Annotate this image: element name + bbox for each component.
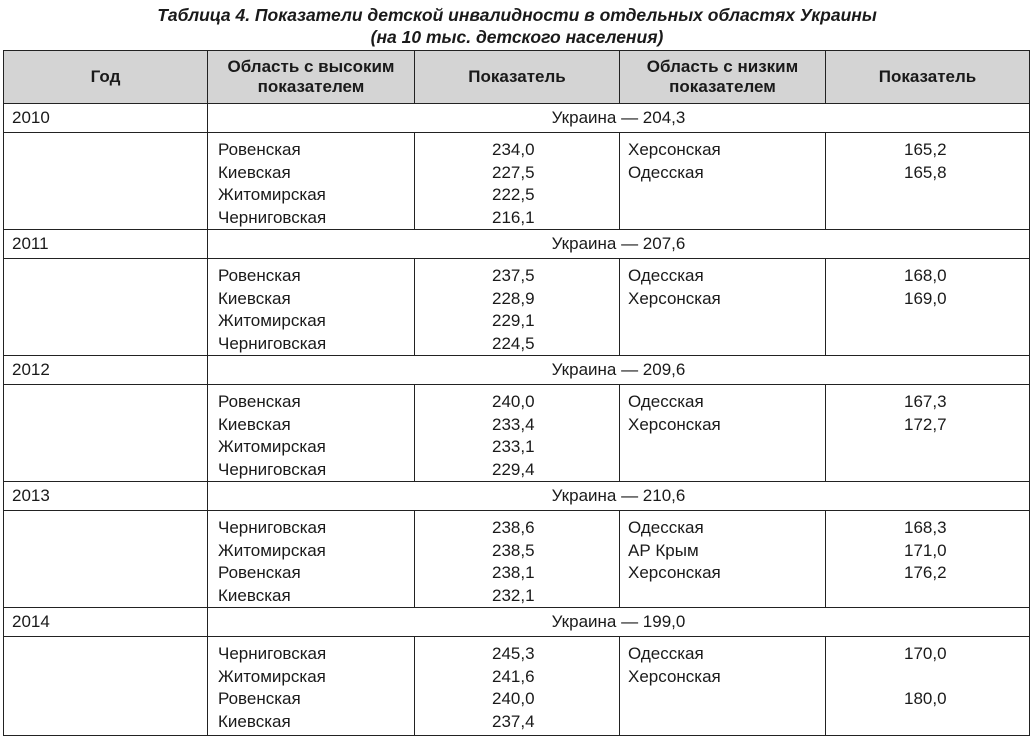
low-value-cell <box>826 511 1030 608</box>
high-value-cell-line: 245,3 <box>492 644 535 663</box>
high-region-cell-line: Киевская <box>218 162 291 182</box>
low-value-cell <box>826 385 1030 482</box>
header-high-region: Область с высоким показателем <box>208 51 415 104</box>
high-value-cell <box>415 133 620 230</box>
high-value-cell-line: 227,5 <box>492 162 535 182</box>
low-value-cell-line: 180,0 <box>904 689 947 708</box>
high-value-cell <box>415 637 620 736</box>
year-row <box>4 230 1030 259</box>
high-value-cell-line: 216,1 <box>492 207 535 227</box>
high-region-cell-line: Житомирская <box>218 540 326 560</box>
header-low-region: Область с низким показателем <box>620 51 826 104</box>
low-value-cell-line <box>904 207 1029 230</box>
low-value-cell-line <box>904 333 1029 356</box>
table-caption <box>0 4 1034 48</box>
high-region-cell-line: Житомирская <box>218 185 326 204</box>
low-value-cell <box>826 133 1030 230</box>
year-row <box>4 482 1030 511</box>
low-value-cell-line: 165,8 <box>904 162 947 182</box>
data-row <box>4 637 1030 736</box>
high-region-cell-line: Черниговская <box>218 644 327 663</box>
high-region-cell-line: Киевская <box>218 585 291 605</box>
high-value-cell-line: 234,0 <box>492 140 535 159</box>
high-region-cell-line: Киевская <box>218 414 291 434</box>
empty-year-cell <box>4 385 208 482</box>
low-region-cell-line <box>628 333 825 356</box>
low-region-cell <box>620 385 826 482</box>
low-value-cell-line: 168,0 <box>904 266 947 285</box>
high-region-cell-line: Черниговская <box>218 459 327 479</box>
year-row <box>4 104 1030 133</box>
high-region-cell <box>208 637 415 736</box>
high-region-cell-line: Ровенская <box>218 140 301 159</box>
high-region-cell-line: Житомирская <box>218 437 326 456</box>
caption-subtitle: (на 10 тыс. детского населения) <box>370 27 664 47</box>
high-region-cell-line: Ровенская <box>218 392 301 411</box>
high-value-cell-line: 229,1 <box>492 311 535 330</box>
low-value-cell-line: 167,3 <box>904 392 947 411</box>
high-value-cell-line: 238,6 <box>492 518 535 537</box>
low-region-cell-line: АР Крым <box>628 540 699 560</box>
high-value-cell <box>415 385 620 482</box>
high-value-cell-line: 224,5 <box>492 333 535 353</box>
low-region-cell <box>620 133 826 230</box>
high-value-cell-line: 238,1 <box>492 563 535 582</box>
low-region-cell-line <box>628 184 825 207</box>
empty-year-cell <box>4 511 208 608</box>
year-row <box>4 356 1030 385</box>
low-value-cell-line <box>904 436 1029 459</box>
ukraine-total: Украина — 210,6 <box>208 482 1030 511</box>
caption-title: Таблица 4. Показатели детской инвалидности в отдельных областях Украины <box>157 5 877 25</box>
high-region-cell-line: Ровенская <box>218 563 301 582</box>
low-value-cell-line: 168,3 <box>904 518 947 537</box>
low-value-cell-line: 169,0 <box>904 288 947 308</box>
ukraine-total: Украина — 207,6 <box>208 230 1030 259</box>
high-value-cell-line: 233,4 <box>492 414 535 434</box>
low-region-cell-line: Одесская <box>628 392 704 411</box>
low-value-cell-line <box>904 459 1029 482</box>
low-value-cell-line <box>904 711 1029 734</box>
high-value-cell <box>415 511 620 608</box>
low-region-cell <box>620 511 826 608</box>
high-region-cell-line: Житомирская <box>218 311 326 330</box>
high-region-cell <box>208 259 415 356</box>
low-region-cell <box>620 259 826 356</box>
low-region-cell-line <box>628 310 825 333</box>
disability-table <box>3 50 1030 736</box>
low-region-cell <box>620 637 826 736</box>
low-region-cell-line <box>628 711 825 734</box>
low-region-cell-line: Одесская <box>628 266 704 285</box>
high-value-cell-line: 240,0 <box>492 392 535 411</box>
year-cell: 2012 <box>4 356 208 385</box>
year-cell: 2010 <box>4 104 208 133</box>
header-year: Год <box>4 51 208 104</box>
high-region-cell-line: Черниговская <box>218 207 327 227</box>
high-value-cell-line: 240,0 <box>492 689 535 708</box>
header-low-value: Показатель <box>826 51 1030 104</box>
low-region-cell-line: Херсонская <box>628 666 721 686</box>
high-value-cell-line: 228,9 <box>492 288 535 308</box>
high-value-cell-line: 222,5 <box>492 185 535 204</box>
low-region-cell-line: Одесская <box>628 162 704 182</box>
low-region-cell-line <box>628 688 825 711</box>
data-row <box>4 133 1030 230</box>
data-row <box>4 259 1030 356</box>
high-region-cell-line: Черниговская <box>218 333 327 353</box>
high-value-cell-line: 232,1 <box>492 585 535 605</box>
high-region-cell-line: Ровенская <box>218 266 301 285</box>
table-body <box>4 104 1030 736</box>
empty-year-cell <box>4 133 208 230</box>
ukraine-total: Украина — 204,3 <box>208 104 1030 133</box>
low-value-cell-line: 171,0 <box>904 540 947 560</box>
high-region-cell-line: Черниговская <box>218 518 327 537</box>
high-value-cell-line: 241,6 <box>492 666 535 686</box>
low-value-cell-line: 172,7 <box>904 414 947 434</box>
high-region-cell <box>208 133 415 230</box>
low-region-cell-line <box>628 207 825 230</box>
low-region-cell-line <box>628 585 825 608</box>
high-value-cell <box>415 259 620 356</box>
low-value-cell <box>826 637 1030 736</box>
empty-year-cell <box>4 259 208 356</box>
header-high-value: Показатель <box>415 51 620 104</box>
low-value-cell-line: 176,2 <box>904 563 947 582</box>
low-region-cell-line <box>628 436 825 459</box>
high-value-cell-line: 238,5 <box>492 540 535 560</box>
high-region-cell-line: Киевская <box>218 288 291 308</box>
low-region-cell-line: Одесская <box>628 644 704 663</box>
high-value-cell-line: 229,4 <box>492 459 535 479</box>
low-value-cell-line <box>904 666 1029 689</box>
empty-year-cell <box>4 637 208 736</box>
ukraine-total: Украина — 209,6 <box>208 356 1030 385</box>
high-value-cell-line: 233,1 <box>492 437 535 456</box>
low-region-cell-line <box>628 459 825 482</box>
high-region-cell <box>208 511 415 608</box>
low-region-cell-line: Одесская <box>628 518 704 537</box>
high-value-cell-line: 237,4 <box>492 711 535 731</box>
year-cell: 2014 <box>4 608 208 637</box>
low-value-cell-line <box>904 184 1029 207</box>
low-value-cell-line <box>904 585 1029 608</box>
low-region-cell-line: Херсонская <box>628 563 721 582</box>
low-value-cell-line <box>904 310 1029 333</box>
year-row <box>4 608 1030 637</box>
data-row <box>4 385 1030 482</box>
high-value-cell-line: 237,5 <box>492 266 535 285</box>
low-region-cell-line: Херсонская <box>628 140 721 159</box>
low-region-cell-line: Херсонская <box>628 288 721 308</box>
high-region-cell-line: Ровенская <box>218 689 301 708</box>
low-region-cell-line: Херсонская <box>628 414 721 434</box>
ukraine-total: Украина — 199,0 <box>208 608 1030 637</box>
low-value-cell <box>826 259 1030 356</box>
year-cell: 2013 <box>4 482 208 511</box>
high-region-cell-line: Киевская <box>218 711 291 731</box>
data-row <box>4 511 1030 608</box>
high-region-cell-line: Житомирская <box>218 666 326 686</box>
high-region-cell <box>208 385 415 482</box>
year-cell: 2011 <box>4 230 208 259</box>
table-header-row <box>4 51 1030 104</box>
low-value-cell-line: 170,0 <box>904 644 947 663</box>
low-value-cell-line: 165,2 <box>904 140 947 159</box>
